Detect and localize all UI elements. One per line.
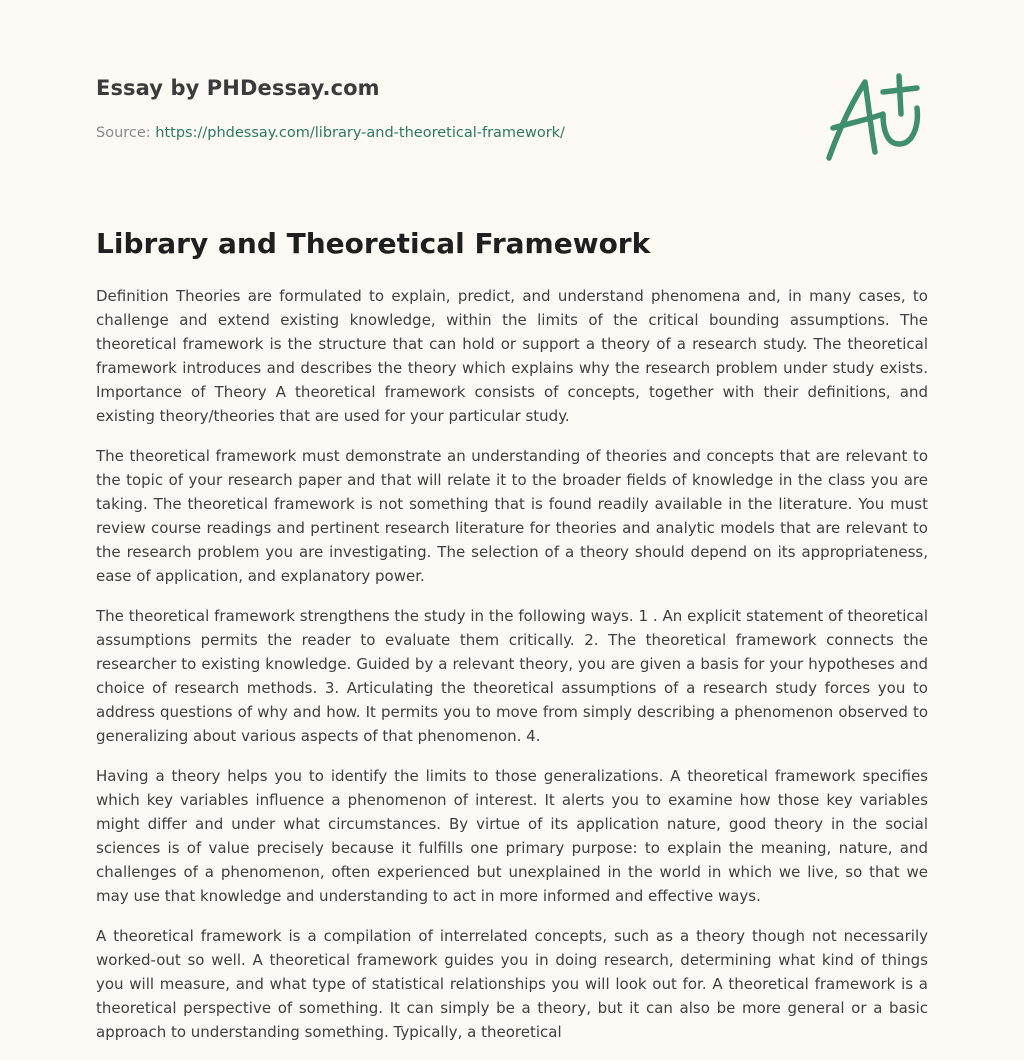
- essay-title: Library and Theoretical Framework: [96, 227, 651, 260]
- essay-paragraph: The theoretical framework must demonstrate an understanding of theories and concepts that are relevant to the topic of your research paper and that will relate it to the broader fields of knowledge in the class you are taking. The theoretical framework is not something that is found readily available in the literature. You must review course readings and pertinent research literature for theories and analytic models that are relevant to the research problem you are investigating. The selection of a theory should depend on its appropriateness, ease of application, and explanatory power.: [96, 447, 928, 585]
- essay-paragraph: A theoretical framework is a compilation of interrelated concepts, such as a theory though not necessarily worked-out so well. A theoretical framework guides you in doing research, determining what kind of things you will measure, and what type of statistical relationships you will look out for. A theoretical framework is a theoretical perspective of something. It can simply be a theory, but it can also be more general or a basic approach to understanding something. Typically, a theoretical: [96, 927, 928, 1041]
- source-label: Source:: [96, 125, 156, 141]
- essay-body: [96, 284, 928, 1060]
- source-line: [96, 125, 565, 141]
- essay-paragraph: Having a theory helps you to identify the limits to those generalizations. A theoretical framework specifies which key variables influence a phenomenon of interest. It alerts you to examine how those key variables might differ and under what circumstances. By virtue of its application nature, good theory in the social sciences is of value precisely because it fulfills one primary purpose: to explain the meaning, nature, and challenges of a phenomenon, often experienced but unexplained in the world in which we live, so that we may use that knowledge and understanding to act in more informed and effective ways.: [96, 767, 928, 905]
- essay-paragraph: The theoretical framework strengthens the study in the following ways. 1 . An explicit statement of theoretical assumptions permits the reader to evaluate them critically. 2. The theoretical framework connects the researcher to existing knowledge. Guided by a relevant theory, you are given a basis for your hypotheses and choice of research methods. 3. Articulating the theoretical assumptions of a research study forces you to address questions of why and how. It permits you to move from simply describing a phenomenon observed to generalizing about various aspects of that phenomenon. 4.: [96, 607, 928, 745]
- essay-paragraph: Definition Theories are formulated to explain, predict, and understand phenomena and, in many cases, to challenge and extend existing knowledge, within the limits of the critical bounding assumptions. The theoretical framework is the structure that can hold or support a theory of a research study. The theoretical framework introduces and describes the theory which explains why the research problem under study exists. Importance of Theory A theoretical framework consists of concepts, together with their definitions, and existing theory/theories that are used for your particular study.: [96, 287, 928, 425]
- site-brand: Essay by PHDessay.com: [96, 76, 380, 100]
- source-link[interactable]: https://phdessay.com/library-and-theoretical-framework/: [155, 125, 565, 141]
- a-plus-grade-icon: [821, 68, 931, 168]
